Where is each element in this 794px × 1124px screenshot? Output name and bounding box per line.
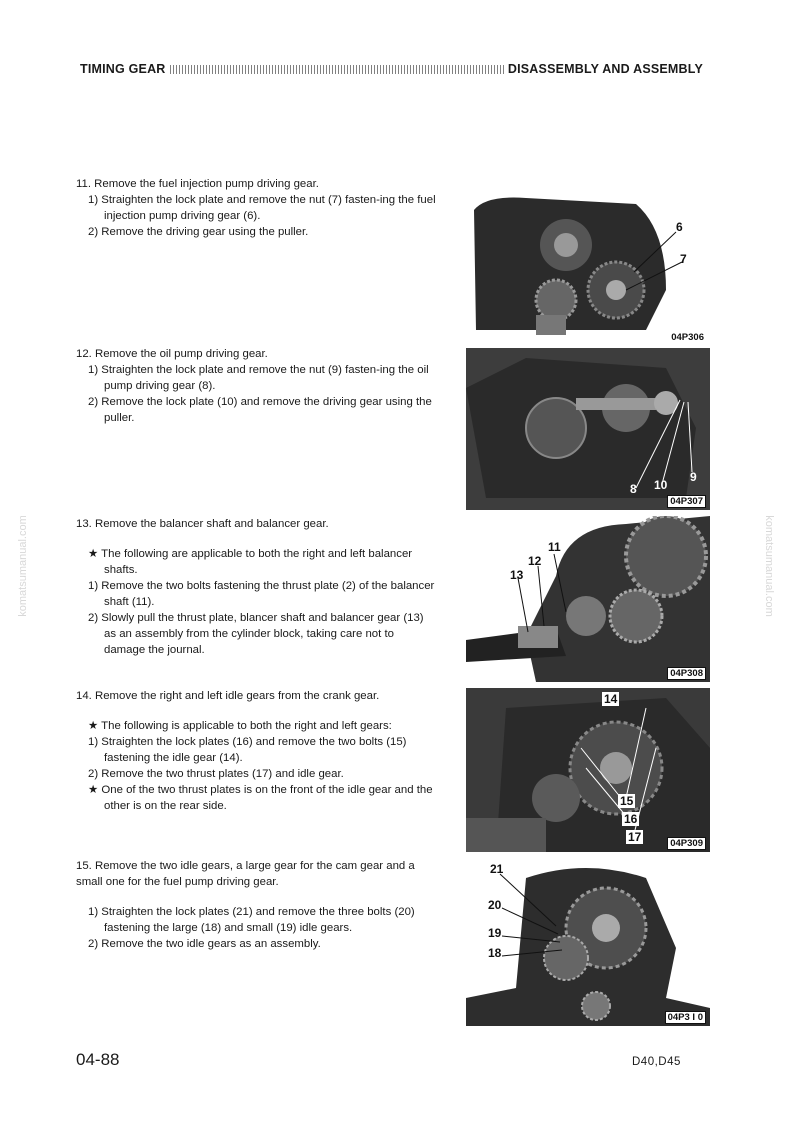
callout-16: 16: [624, 812, 638, 826]
step-14-section: [76, 688, 436, 814]
callout-11: 11: [548, 540, 561, 554]
step-12-title: 12. Remove the oil pump driving gear.: [76, 348, 268, 360]
photo-id-04p306: 04P306: [671, 332, 704, 343]
callout-8: 8: [630, 482, 637, 496]
step-15-item-2: 2) Remove the two idle gears as an assembly.: [88, 938, 321, 950]
step-14-title: 14. Remove the right and left idle gears from the crank gear.: [76, 690, 380, 702]
callout-18: 18: [488, 946, 502, 960]
step-11-item-2: 2) Remove the driving gear using the puller.: [88, 226, 309, 238]
callout-9: 9: [690, 470, 697, 484]
step-13-item-2: 2) Slowly pull the thrust plate, blancer shaft and balancer gear (13) as an assembly from the cylinder block, taking care not to damage the journal.: [88, 612, 424, 656]
photo-id-04p310: 04P3 I 0: [665, 1011, 706, 1024]
photo-id-04p309: 04P309: [667, 837, 706, 850]
callout-10: 10: [654, 478, 668, 492]
watermark-right: komatsumanual.com: [762, 515, 775, 617]
callout-20: 20: [488, 898, 502, 912]
callout-6: 6: [676, 220, 683, 234]
model-number: D40,D45: [632, 1056, 681, 1068]
callout-7: 7: [680, 252, 687, 266]
page-header: [80, 60, 703, 78]
page-number: 04-88: [76, 1050, 120, 1069]
step-11-title: 11. Remove the fuel injection pump driving gear.: [76, 178, 319, 190]
step-15-title: 15. Remove the two idle gears, a large gear for the cam gear and a small one for the fuel pump driving gear.: [76, 860, 415, 888]
photo-balancer-shaft: [466, 516, 710, 682]
callout-21: 21: [490, 862, 504, 876]
step-15-section: [76, 858, 436, 952]
photo-oil-pump-gear-image: [466, 348, 710, 510]
step-14-note-1: ★ The following is applicable to both the right and left gears:: [88, 720, 392, 732]
photo-id-04p307: 04P307: [667, 495, 706, 508]
callout-19: 19: [488, 926, 502, 940]
step-12-item-1: 1) Straighten the lock plate and remove the nut (9) fasten-ing the oil pump driving gear (8).: [88, 364, 429, 392]
header-section-title: TIMING GEAR: [80, 62, 166, 76]
step-11-item-1: 1) Straighten the lock plate and remove the nut (7) fasten-ing the fuel injection pump driving gear (6).: [88, 194, 436, 222]
photo-fuel-pump-gear: [466, 190, 710, 345]
callout-15: 15: [620, 794, 634, 808]
photo-idle-gears-crank: [466, 688, 710, 852]
callout-17: 17: [628, 830, 642, 844]
step-13-section: [76, 516, 436, 658]
photo-idle-gears-cam: [466, 858, 710, 1026]
callout-12: 12: [528, 554, 542, 568]
step-13-title: 13. Remove the balancer shaft and balancer gear.: [76, 518, 329, 530]
callout-13: 13: [510, 568, 524, 582]
step-13-item-1: 1) Remove the two bolts fastening the thrust plate (2) of the balancer shaft (11).: [88, 580, 435, 608]
header-chapter-title: DISASSEMBLY AND ASSEMBLY: [507, 62, 703, 76]
step-14-note-2: ★ One of the two thrust plates is on the front of the idle gear and the other is on the rear side.: [88, 784, 433, 812]
callout-14: 14: [604, 692, 618, 706]
photo-idle-gears-cam-image: [466, 858, 710, 1026]
step-12-item-2: 2) Remove the lock plate (10) and remove the driving gear using the puller.: [88, 396, 432, 424]
header-leader-dots: [170, 65, 504, 74]
watermark-left: komatsumanual.com: [16, 515, 29, 617]
photo-fuel-pump-gear-image: [466, 190, 710, 345]
step-12-section: [76, 346, 436, 426]
photo-oil-pump-gear: [466, 348, 710, 510]
step-14-item-2: 2) Remove the two thrust plates (17) and idle gear.: [88, 768, 344, 780]
photo-balancer-shaft-image: [466, 516, 710, 682]
photo-idle-gears-crank-image: [466, 688, 710, 852]
photo-id-04p308: 04P308: [667, 667, 706, 680]
step-14-item-1: 1) Straighten the lock plates (16) and remove the two bolts (15) fastening the idle gear (14).: [88, 736, 407, 764]
step-11-section: [76, 176, 436, 240]
step-15-item-1: 1) Straighten the lock plates (21) and remove the three bolts (20) fastening the large (18) and small (19) idle gears.: [88, 906, 415, 934]
step-13-note: ★ The following are applicable to both the right and left balancer shafts.: [88, 548, 413, 576]
